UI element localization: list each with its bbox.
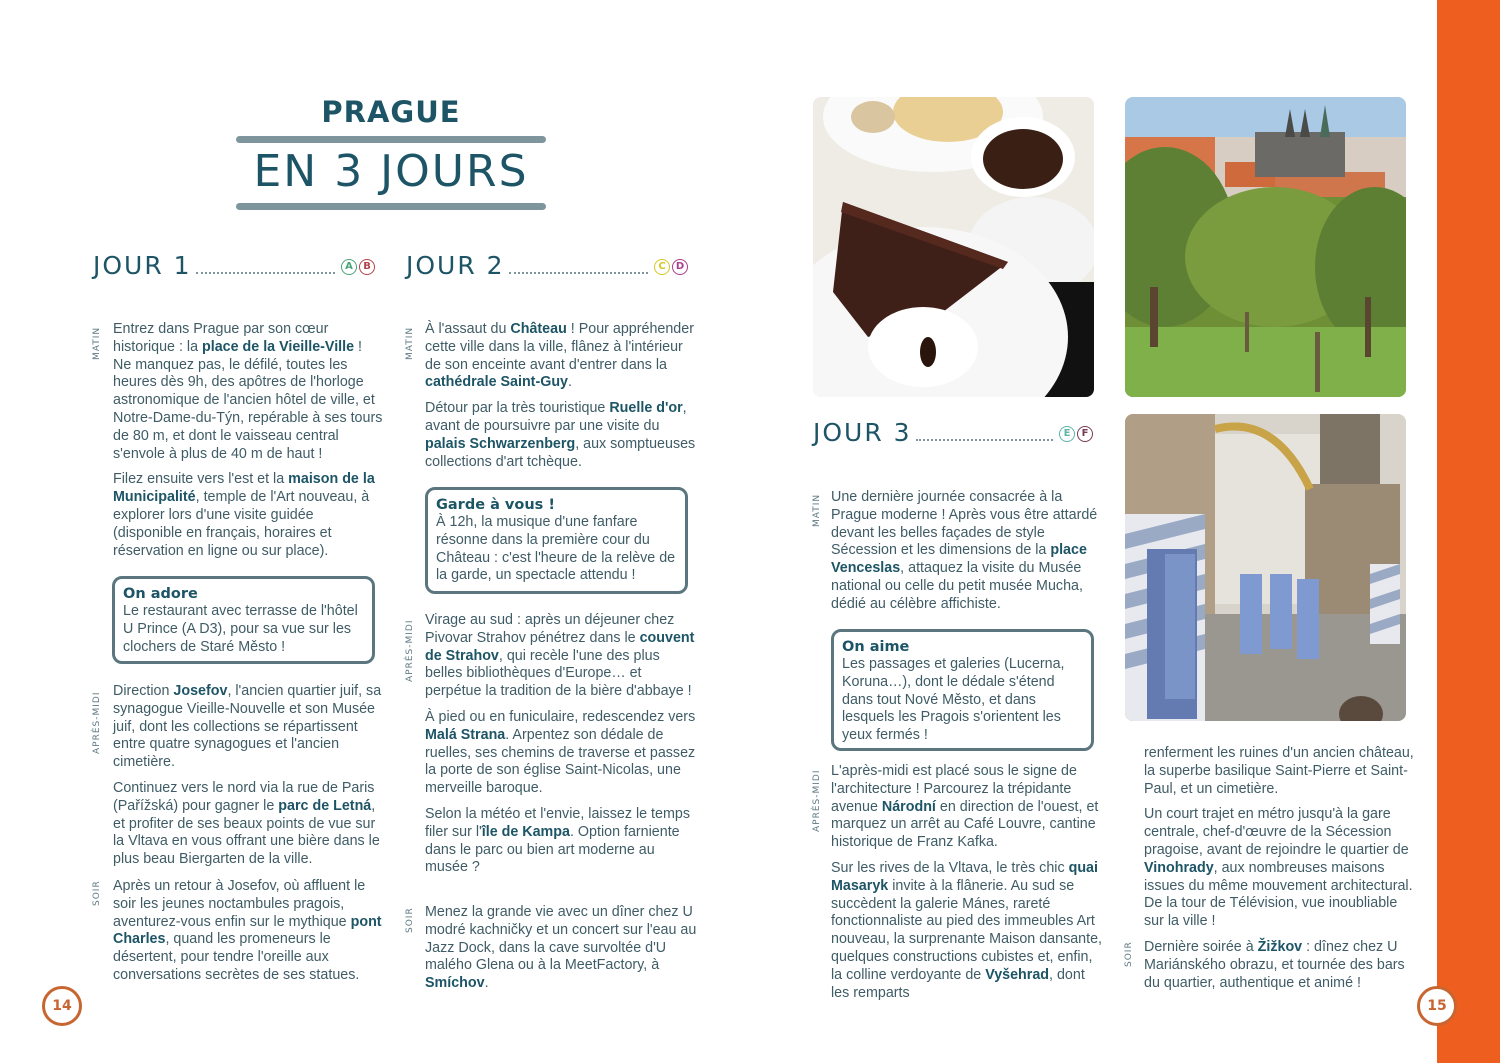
day-3-continued [1144,745,1416,939]
callout-text: À 12h, la musique d'une fanfare résonne dans la première cour du Château : c'est l'heure de la relève de la garde, un spectacle attendu ! [436,514,676,584]
title-main: EN 3 JOURS [253,146,529,197]
orange-edge-bar [1437,0,1500,1063]
day-2-label: JOUR 2 [406,251,505,280]
map-badge-c: C [654,259,670,275]
callout-on-aime [831,629,1094,751]
day-2-matin [425,321,697,479]
paragraph: L'après-midi est placé sous le signe de l'architecture ! Parcourez la trépidante avenue Národní en direction de l'ouest, et marquez un arrêt au Café Louvre, cantine historique de Franz Kafka. [831,763,1099,851]
map-badge-e: E [1059,426,1075,442]
paragraph: Sur les rives de la Vltava, le très chic quai Masaryk invite à la flânerie. Au sud se succèdent la galerie Mánes, rareté fonctionnaliste au pied des immeubles Art nouveau, la surprenante Maison dansante, quelques constructions cubistes et, enfin, la colline verdoyante de Vyšehrad, dont les remparts [831,859,1103,1001]
paragraph: Continuez vers le nord via la rue de Paris (Pařížská) pour gagner le parc de Letná, et profiter de ses beaux points de vue sur la Vltava en vous offrant une bière dans le plus beau Biergarten de la ville. [113,779,380,868]
day-3-apresmidi [831,763,1103,1010]
dotted-leader [916,439,1053,441]
paragraph: Direction Josefov, l'ancien quartier juif, sa synagogue Vieille-Nouvelle et son Musée juif, dont les collections se répartissent entre quatre synagogues et l'ancien cimetière. [113,683,382,771]
paragraph: Menez la grande vie avec un dîner chez U modré kachničky et un concert sur l'eau au Jazz Dock, dans la cave survoltée d'U malého Glena ou à la MeetFactory, à Smíchov. [425,904,697,992]
callout-title: On adore [123,586,198,602]
day-3-matin [831,489,1103,622]
paragraph: Dernière soirée à Žižkov : dînez chez U Mariánského obrazu, et tournée des bars du quartier, authentique et animé ! [1144,939,1405,991]
paragraph: Filez ensuite vers l'est et la maison de la Municipalité, temple de l'Art nouveau, à explorer lors d'une visite guidée (disponible en français, horaires et réservation en ligne ou sur place). [113,471,375,559]
day-3-soir [1144,939,1416,1000]
title-rule-top [236,136,546,143]
matin-label: MATIN [405,326,415,360]
day-1-label: JOUR 1 [93,251,192,280]
matin-label: MATIN [812,493,822,527]
title-rule-bottom [236,203,546,210]
paragraph: Entrez dans Prague par son cœur historique : la place de la Vieille-Ville ! Ne manquez pas, le défilé, toutes les heures dès 9h, des apôtres de l'horloge astronomique de l'ancien hôtel de ville, et Notre-Dame-du-Týn, repérable à ses tours de 80 m, et dont le vaisseau central s'envole à plus de 40 m de haut ! [113,321,383,462]
day-1-matin [113,321,383,568]
callout-text: Le restaurant avec terrasse de l'hôtel U Prince (A D3), pour sa vue sur les clochers de Staré Město ! [123,603,358,655]
castle-guard-photo [1125,414,1406,721]
paragraph: Un court trajet en métro jusqu'à la gare centrale, chef-d'œuvre de la Sécession pragoise, avant de rejoindre le quartier de Vinohrady, aux nombreuses maisons issues du même mouvement architectural. De la tour de Télévision, vue inoubliable sur la ville ! [1144,806,1413,930]
day-2-soir [425,904,697,1001]
paragraph: Détour par la très touristique Ruelle d'or, avant de poursuivre par une visite du palais Schwarzenberg, aux somptueuses collections d'art tchèque. [425,400,696,470]
day-3-label: JOUR 3 [813,418,912,447]
map-badge-f: F [1077,426,1093,442]
day-1-apresmidi [113,683,385,877]
day-1-heading [93,250,375,280]
map-badge-b: B [359,259,375,275]
callout-garde-a-vous [425,487,688,594]
soir-label: SOIR [1124,941,1134,967]
paragraph: À l'assaut du Château ! Pour appréhender cette ville dans la ville, flânez à l'intérieur de son enceinte avant d'entrer dans la cathédrale Saint-Guy. [425,321,694,391]
paragraph: À pied ou en funiculaire, redescendez vers Malá Strana. Arpentez son dédale de ruelles, ses chemins de traverse et passez la porte de son église Saint-Nicolas, une merveille baroque. [425,708,696,797]
paragraph: Après un retour à Josefov, où affluent le soir les jeunes noctambules pragois, aventurez-vous enfin sur le mythique pont Charles, quand les promeneurs le désertent, pour tendre l'oreille aux conversations secrètes de ses statues. [113,878,382,983]
paragraph: Une dernière journée consacrée à la Prague moderne ! Après vous être attardé devant les belles façades de style Sécession et les dimensions de la place Venceslas, attaquez la visite du Musée national ou celle du petit musée Mucha, dédié au célèbre affichiste. [831,489,1098,612]
paragraph: Virage au sud : après un déjeuner chez Pivovar Strahov pénétrez dans le couvent de Strahov, qui recèle l'une des plus belles bibliothèques d'Europe… et perpétue la tradition de la bière d'abbaye ! [425,612,695,700]
day-2-apresmidi [425,612,697,885]
soir-label: SOIR [92,880,102,906]
callout-text: Les passages et galeries (Lucerna, Koruna…), dont le dédale s'étend dans tout Nové Město, et dans lesquels les Pragois s'orientent les yeux fermés ! [842,656,1065,744]
map-badge-a: A [341,259,357,275]
callout-title: Garde à vous ! [436,497,555,513]
day-1-soir [113,878,385,993]
day-2-heading [406,250,688,280]
apres-midi-label: APRÈS-MIDI [405,619,415,682]
chocolate-cake-coffee-photo [813,97,1094,397]
map-badge-d: D [672,259,688,275]
matin-label: MATIN [92,326,102,360]
soir-label: SOIR [405,907,415,933]
callout-on-adore [112,576,375,664]
page-number-left: 14 [42,986,82,1026]
dotted-leader [509,272,648,274]
callout-title: On aime [842,639,910,655]
paragraph: renferment les ruines d'un ancien château, la superbe basilique Saint-Pierre et Saint-Paul, et un cimetière. [1144,745,1414,797]
page-number-right: 15 [1417,986,1457,1026]
prague-castle-orchard-photo [1125,97,1406,397]
paragraph: Selon la météo et l'envie, laissez le temps filer sur l'île de Kampa. Option farniente dans le parc ou bien art moderne au musée ? [425,805,690,876]
apres-midi-label: APRÈS-MIDI [812,769,822,832]
day-3-heading [813,417,1093,447]
dotted-leader [196,272,335,274]
apres-midi-label: APRÈS-MIDI [92,691,102,754]
title-city: PRAGUE [321,95,461,129]
page-title [236,92,546,210]
